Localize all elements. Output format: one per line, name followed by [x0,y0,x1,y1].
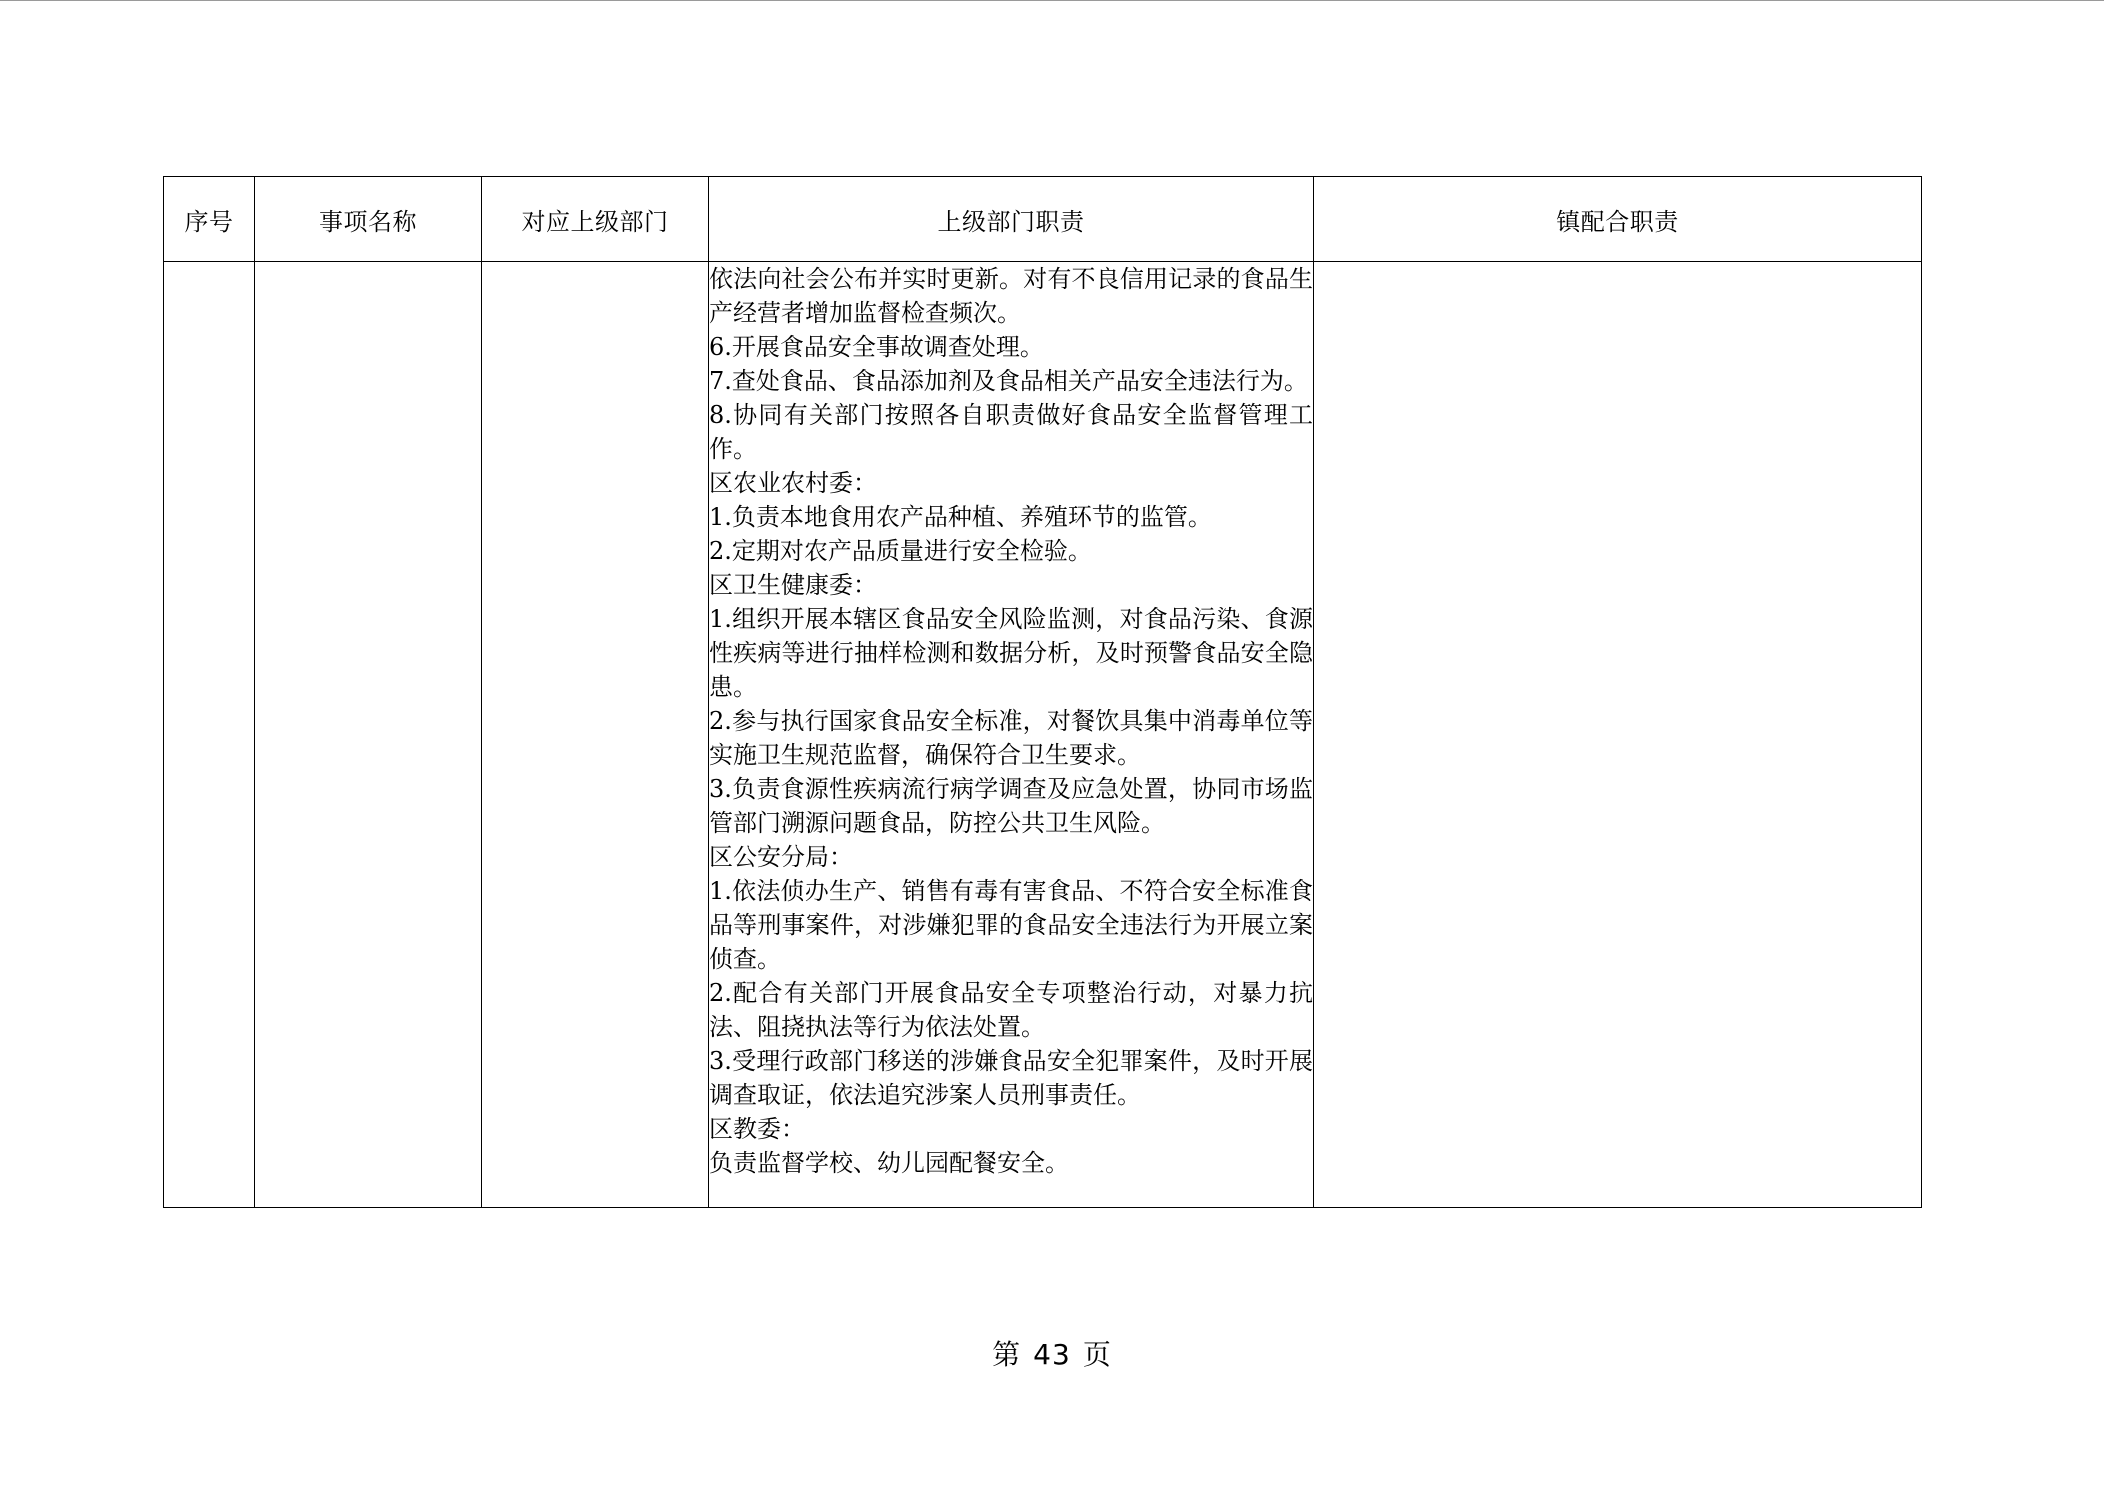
duty-line: 2.配合有关部门开展食品安全专项整治行动，对暴力抗法、阻挠执法等行为依法处置。 [709,979,1313,1041]
duty-line: 1.组织开展本辖区食品安全风险监测，对食品污染、食源性疾病等进行抽样检测和数据分析，及时预警食品安全隐患。 [709,605,1313,701]
header-item-name: 事项名称 [255,177,482,262]
cell-town-duties [1314,262,1922,1208]
dept-heading: 区农业农村委： [709,469,877,497]
duty-line: 依法向社会公布并实时更新。对有不良信用记录的食品生产经营者增加监督检查频次。 [709,265,1313,327]
header-superior-duties: 上级部门职责 [709,177,1314,262]
page-number-value: 43 [1033,1338,1071,1371]
page-top-border [0,0,2104,1]
cell-seq [164,262,255,1208]
duty-line: 2.定期对农产品质量进行安全检验。 [709,537,1092,565]
header-seq: 序号 [164,177,255,262]
header-superior-dept: 对应上级部门 [482,177,709,262]
duty-line: 1.依法侦办生产、销售有毒有害食品、不符合安全标准食品等刑事案件，对涉嫌犯罪的食品安全违法行为开展立案侦查。 [709,877,1313,973]
duty-line: 2.参与执行国家食品安全标准，对餐饮具集中消毒单位等实施卫生规范监督，确保符合卫生要求。 [709,707,1313,769]
duty-line: 6.开展食品安全事故调查处理。 [709,333,1044,361]
duty-line: 负责监督学校、幼儿园配餐安全。 [709,1149,1069,1177]
page-number-prefix: 第 [992,1338,1022,1371]
responsibility-table [163,176,1922,1208]
duty-line: 7.查处食品、食品添加剂及食品相关产品安全违法行为。 [709,367,1308,395]
dept-heading: 区教委： [709,1115,805,1143]
duty-line: 3.负责食源性疾病流行病学调查及应急处置，协同市场监管部门溯源问题食品，防控公共卫生风险。 [709,775,1313,837]
table-row [164,262,1922,1208]
page-number [0,1333,2104,1373]
duty-line: 1.负责本地食用农产品种植、养殖环节的监管。 [709,503,1212,531]
cell-item-name [255,262,482,1208]
duty-line: 3.受理行政部门移送的涉嫌食品安全犯罪案件，及时开展调查取证，依法追究涉案人员刑事责任。 [709,1047,1313,1109]
dept-heading: 区卫生健康委： [709,571,877,599]
table-header-row [164,177,1922,262]
cell-superior-duties [709,262,1314,1208]
page-number-suffix: 页 [1082,1338,1112,1371]
dept-heading: 区公安分局： [709,843,853,871]
header-town-duties: 镇配合职责 [1314,177,1922,262]
duty-line: 8.协同有关部门按照各自职责做好食品安全监督管理工作。 [709,401,1313,463]
cell-superior-dept [482,262,709,1208]
